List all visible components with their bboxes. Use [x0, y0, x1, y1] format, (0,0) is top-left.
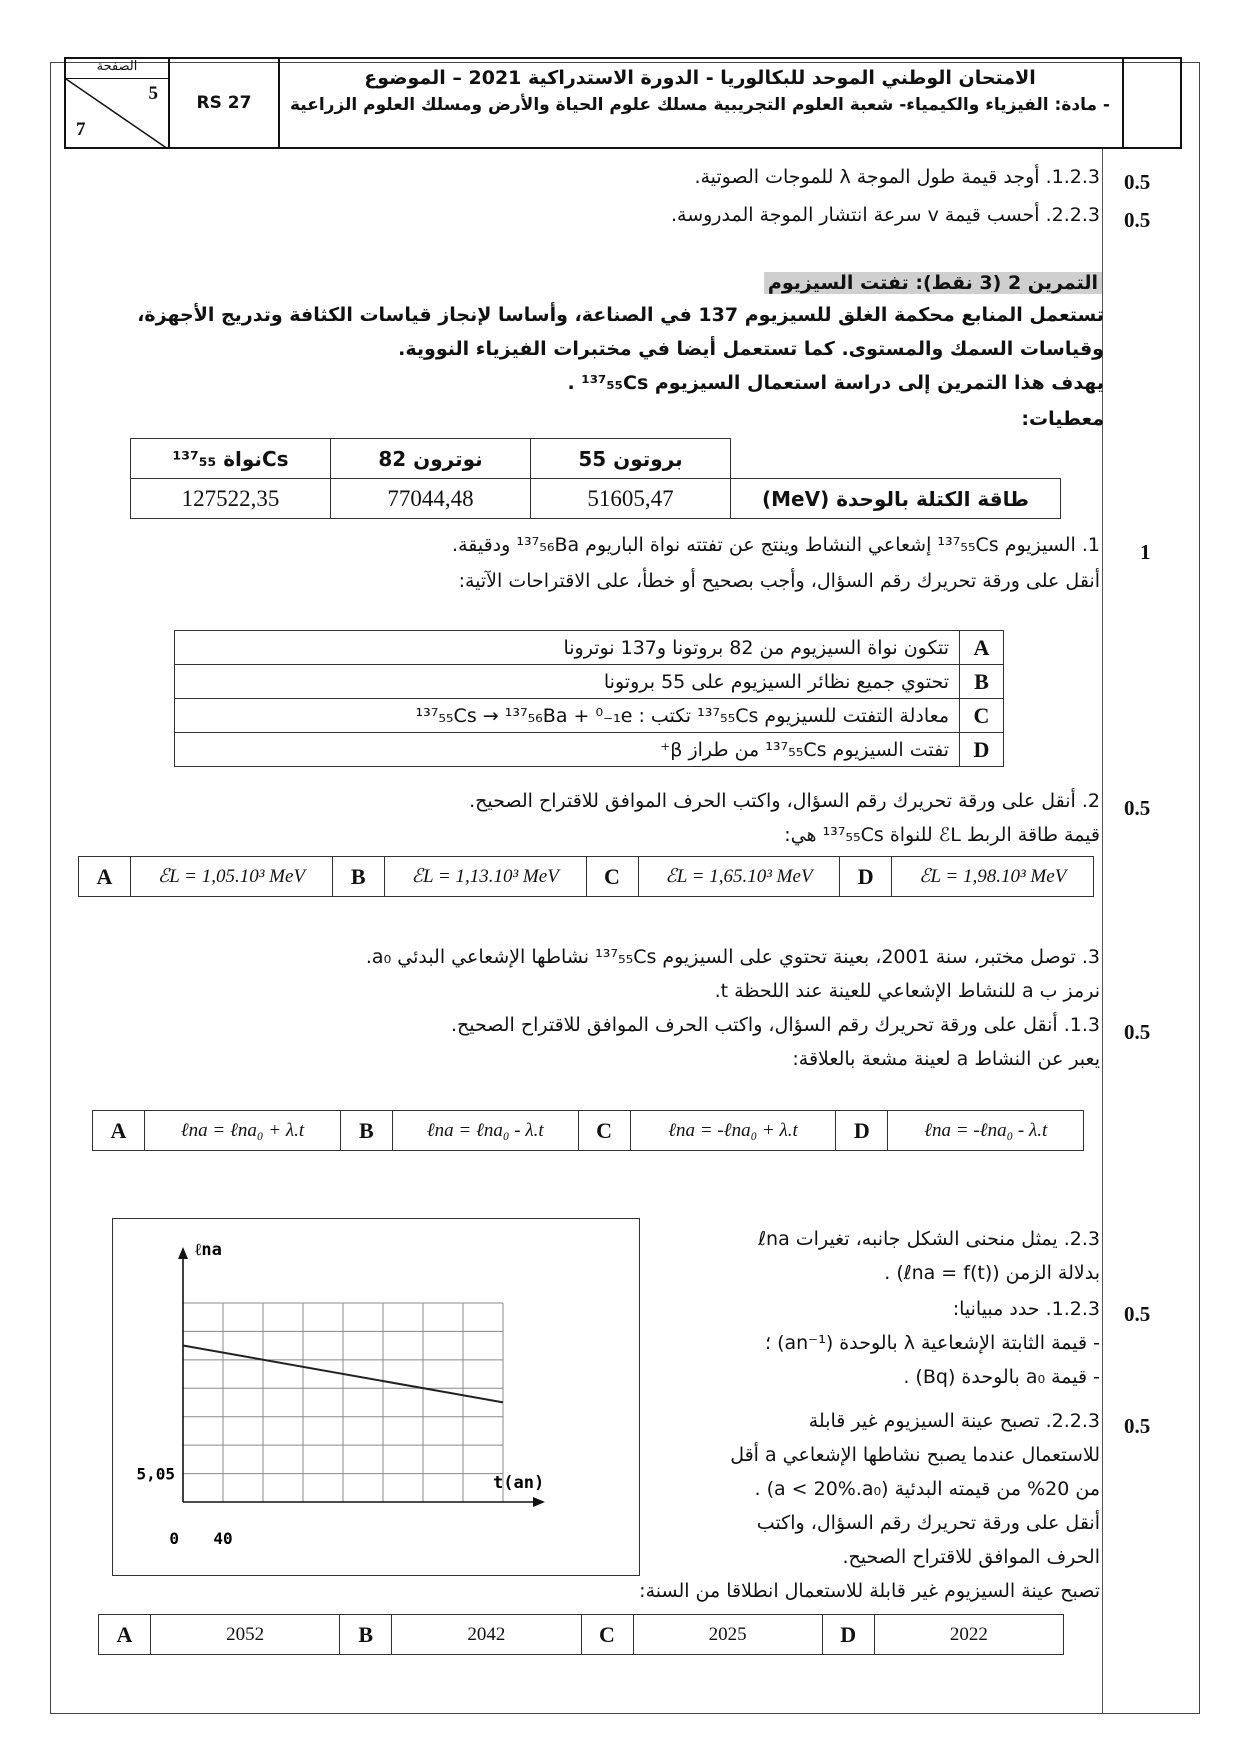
ln-a-vs-time-chart — [113, 1219, 641, 1577]
exercise-intro: يهدف هذا التمرين إلى دراسة استعمال السيزيوم ¹³⁷₅₅Cs . — [567, 372, 1104, 394]
question-text: للاستعمال عندما يصبح نشاطها الإشعاعي a أقل — [730, 1444, 1100, 1466]
exam-code: RS 27 — [196, 93, 252, 113]
x-axis-arrow — [533, 1497, 545, 1507]
proposition-text: معادلة التفتت للسيزيوم ¹³⁷₅₅Cs تكتب : ¹³⁷₅₅Cs → ¹³⁷₅₆Ba + ⁰₋₁e — [175, 699, 960, 733]
option-letter: A — [93, 1111, 145, 1151]
question-text: أنقل على ورقة تحريرك رقم السؤال، واكتب — [756, 1512, 1100, 1534]
option-value: ℓna = ℓna₀ + λ.t — [145, 1111, 341, 1151]
option-value: ℓna = -ℓna₀ - λ.t — [888, 1111, 1084, 1151]
question-text: 1.3. أنقل على ورقة تحريرك رقم السؤال، واكتب الحرف الموافق للاقتراح الصحيح. — [450, 1014, 1100, 1036]
question-symbol: نرمز ب a للنشاط الإشعاعي للعينة عند اللحظة t. — [714, 980, 1100, 1002]
question-text: 1.2.3. حدد مبيانيا: — [952, 1298, 1100, 1320]
option-letter: C — [578, 1111, 630, 1151]
table-cell: 127522,35 — [131, 479, 331, 519]
header-divider — [1122, 59, 1124, 147]
proposition-letter: A — [960, 631, 1004, 665]
page-current: 5 — [148, 83, 158, 104]
proposition-text: تتكون نواة السيزيوم من 82 بروتونا و137 نوترونا — [175, 631, 960, 665]
x-tick-label: 0 — [169, 1529, 179, 1548]
header-titles — [280, 61, 1120, 115]
question-text: - قيمة الثابتة الإشعاعية λ بالوحدة (an⁻¹) ؛ — [765, 1332, 1100, 1354]
options-table — [98, 1614, 1064, 1655]
option-value: ℰL = 1,13.10³ MeV — [384, 857, 586, 897]
points: 0.5 — [1124, 796, 1151, 820]
proposition-text: تحتوي جميع نظائر السيزيوم على 55 بروتونا — [175, 665, 960, 699]
option-letter: B — [340, 1111, 392, 1151]
givens-label: معطيات: — [1021, 408, 1104, 430]
question-text: الحرف الموافق للاقتراح الصحيح. — [842, 1546, 1100, 1568]
option-letter: B — [340, 1615, 392, 1655]
exercise-title: التمرين 2 (3 نقط): تفتت السيزيوم — [764, 272, 1102, 294]
option-value: ℓna = -ℓna₀ + λ.t — [630, 1111, 836, 1151]
exercise-intro: تستعمل المنابع محكمة الغلق للسيزيوم 137 في الصناعة، وأساسا لإنجاز قياسات الكثافة وتدريج الأجهزة، — [137, 304, 1104, 326]
exam-header — [64, 57, 1182, 149]
proposition-letter: B — [960, 665, 1004, 699]
table-header: 82 نوترون — [331, 439, 531, 479]
page-label: الصفحة — [66, 59, 168, 79]
table-cell: 77044,48 — [331, 479, 531, 519]
question-text: من 20% من قيمته البدئية (a < 20%.a₀) . — [754, 1478, 1100, 1500]
question-text: تصبح عينة السيزيوم غير قابلة للاستعمال انطلاقا من السنة: — [639, 1580, 1100, 1602]
x-tick-label: 40 — [213, 1529, 233, 1548]
table-header: 55 بروتون — [531, 439, 731, 479]
points: 0.5 — [1124, 1302, 1151, 1326]
points: 0.5 — [1124, 170, 1151, 194]
table-header: نواة ¹³⁷₅₅Cs — [131, 439, 331, 479]
question-text: بدلالة الزمن (ℓna = f(t)) . — [884, 1262, 1100, 1284]
exam-subtitle: - مادة: الفيزياء والكيمياء- شعبة العلوم التجريبية مسلك علوم الحياة والأرض ومسلك العلوم الزراعية — [289, 95, 1110, 115]
question-sub: قيمة طاقة الربط ℰL للنواة ¹³⁷₅₅Cs هي: — [784, 824, 1100, 846]
option-letter: A — [99, 1615, 151, 1655]
question-text: 2.3. يمثل منحنى الشكل جانبه، تغيرات ℓna — [758, 1228, 1100, 1250]
proposition-letter: C — [960, 699, 1004, 733]
propositions-table — [174, 630, 1004, 767]
option-value: ℓna = ℓna₀ - λ.t — [392, 1111, 578, 1151]
points: 0.5 — [1124, 1020, 1151, 1044]
proposition-text: تفتت السيزيوم ¹³⁷₅₅Cs من طراز β⁺ — [175, 733, 960, 767]
question-text: 1. السيزيوم ¹³⁷₅₅Cs إشعاعي النشاط وينتج عن تفتته نواة الباريوم ¹³⁷₅₆Ba ودقيقة. — [452, 534, 1100, 556]
option-value: 2025 — [633, 1615, 822, 1655]
question-text: 2.2.3. أحسب قيمة v سرعة انتشار الموجة المدروسة. — [670, 204, 1100, 226]
option-value: ℰL = 1,65.10³ MeV — [638, 857, 840, 897]
options-table — [92, 1110, 1084, 1151]
option-letter: C — [586, 857, 638, 897]
exercise-intro: وقياسات السمك والمستوى. كما تستعمل أيضا في مختبرات الفيزياء النووية. — [398, 338, 1104, 360]
option-letter: B — [332, 857, 384, 897]
question-text: 1.2.3. أوجد قيمة طول الموجة λ للموجات الصوتية. — [694, 166, 1100, 188]
question-text: - قيمة a₀ بالوحدة (Bq) . — [903, 1366, 1100, 1388]
points: 1 — [1140, 540, 1151, 564]
table-row — [175, 733, 1004, 767]
points: 0.5 — [1124, 1414, 1151, 1438]
question-text: 3. توصل مختبر، سنة 2001، بعينة تحتوي على السيزيوم ¹³⁷₅₅Cs نشاطها الإشعاعي البدئي a₀. — [365, 946, 1100, 968]
option-letter: A — [79, 857, 131, 897]
option-value: 2022 — [874, 1615, 1063, 1655]
empty-cell — [731, 439, 1061, 479]
option-letter: D — [836, 1111, 888, 1151]
exam-title: الامتحان الوطني الموحد للبكالوريا - الدورة الاستدراكية 2021 – الموضوع — [364, 67, 1036, 89]
table-row — [175, 665, 1004, 699]
question-text: 2. أنقل على ورقة تحريرك رقم السؤال، واكتب الحرف الموافق للاقتراح الصحيح. — [469, 790, 1100, 812]
options-table — [78, 856, 1094, 897]
option-value: ℰL = 1,98.10³ MeV — [892, 857, 1094, 897]
option-value: 2052 — [151, 1615, 340, 1655]
x-axis-label: t(an) — [493, 1473, 545, 1493]
table-row — [175, 699, 1004, 733]
data-table — [130, 438, 1061, 519]
table-cell: 51605,47 — [531, 479, 731, 519]
graph-frame — [112, 1218, 640, 1576]
table-row-label: طاقة الكتلة بالوحدة (MeV) — [731, 479, 1061, 519]
option-letter: C — [581, 1615, 633, 1655]
option-value: 2042 — [392, 1615, 581, 1655]
option-letter: D — [840, 857, 892, 897]
question-text: 2.2.3. تصبح عينة السيزيوم غير قابلة — [808, 1410, 1100, 1432]
page-number-box — [66, 59, 168, 147]
points: 0.5 — [1124, 208, 1151, 232]
page-total: 7 — [76, 119, 86, 140]
proposition-letter: D — [960, 733, 1004, 767]
y-axis-arrow — [178, 1247, 188, 1259]
question-instruction: أنقل على ورقة تحريرك رقم السؤال، وأجب بصحيح أو خطأ، على الاقتراحات الآتية: — [458, 570, 1100, 592]
table-row — [175, 631, 1004, 665]
y-axis-label: ℓna — [195, 1240, 222, 1260]
option-letter: D — [822, 1615, 874, 1655]
y-tick-label: 5,05 — [136, 1464, 175, 1484]
question-sub: يعبر عن النشاط a لعينة مشعة بالعلاقة: — [792, 1048, 1100, 1070]
option-value: ℰL = 1,05.10³ MeV — [131, 857, 333, 897]
